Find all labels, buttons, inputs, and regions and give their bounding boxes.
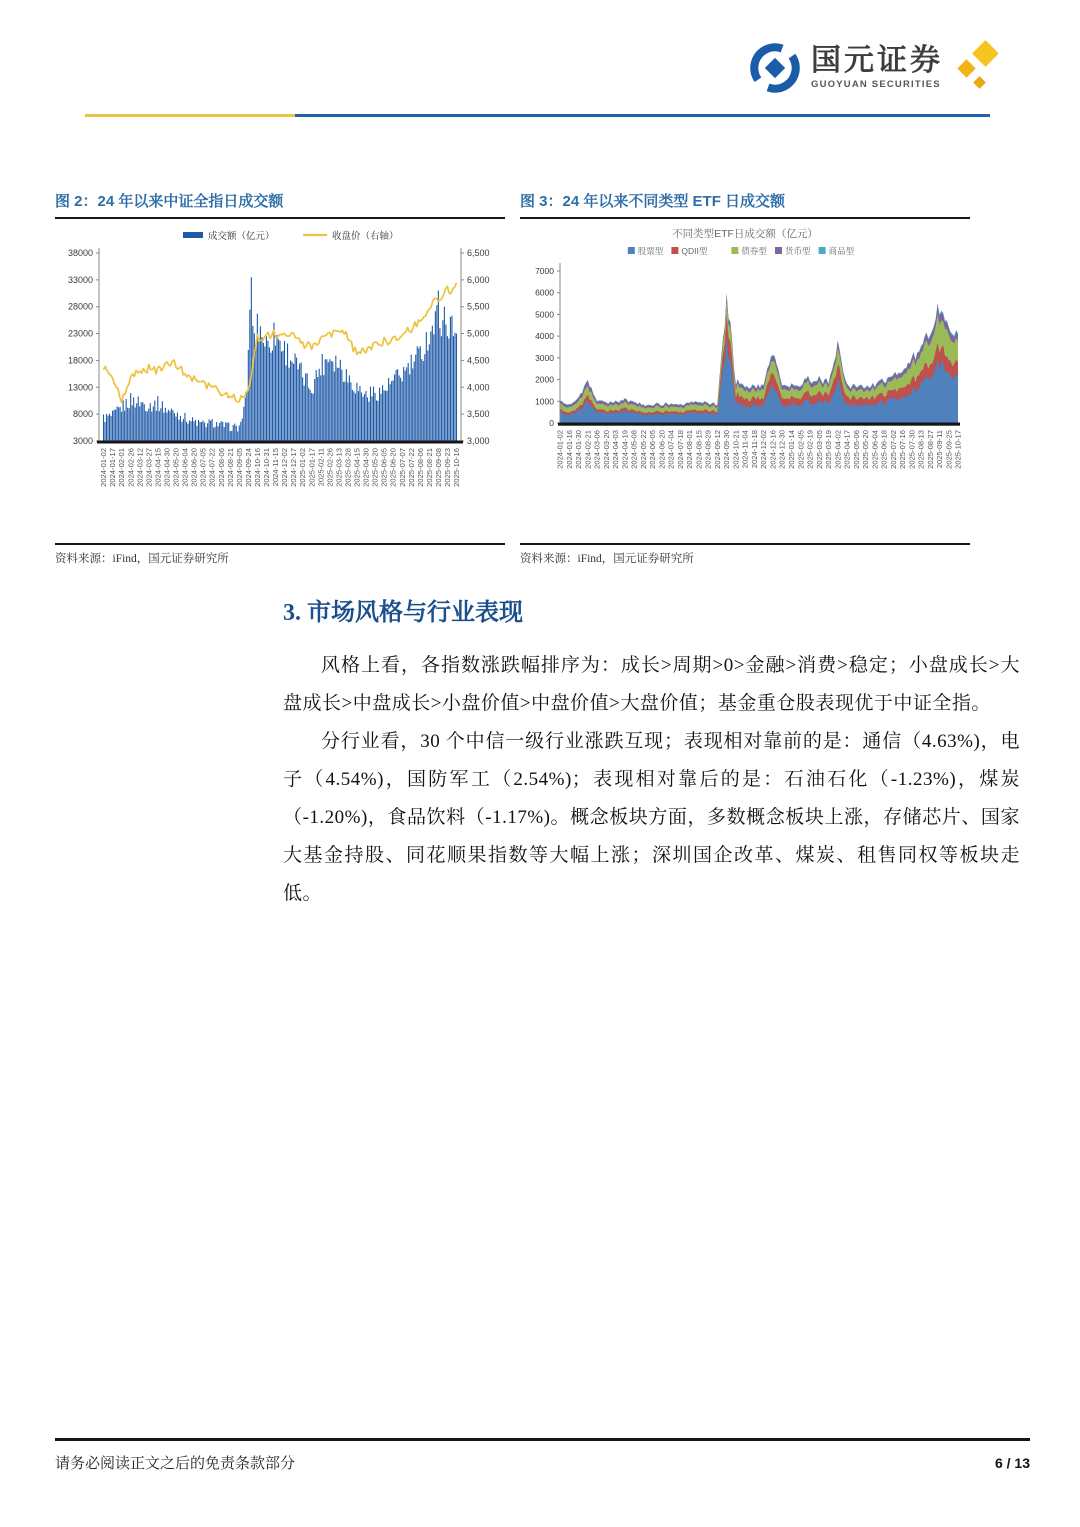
svg-text:2025-01-14: 2025-01-14 — [787, 430, 796, 469]
svg-text:2024-09-30: 2024-09-30 — [722, 430, 732, 469]
svg-text:QDII型: QDII型 — [681, 246, 708, 256]
svg-text:2025-04-15: 2025-04-15 — [352, 448, 362, 487]
svg-text:1000: 1000 — [535, 396, 554, 407]
svg-text:股票型: 股票型 — [637, 246, 664, 256]
svg-text:2024-11-15: 2024-11-15 — [271, 448, 281, 487]
svg-text:13000: 13000 — [67, 382, 93, 393]
svg-text:2025-09-11: 2025-09-11 — [935, 430, 945, 469]
section-content — [283, 592, 1020, 913]
header-divider-blue — [295, 114, 990, 117]
svg-text:2025-10-16: 2025-10-16 — [452, 448, 462, 487]
figure-2-source: 资料来源：iFind，国元证券研究所 — [55, 543, 505, 566]
svg-text:2024-04-03: 2024-04-03 — [611, 430, 621, 469]
svg-text:38000: 38000 — [67, 248, 93, 258]
svg-text:2024-09-24: 2024-09-24 — [243, 448, 253, 487]
svg-text:收盘价（右轴）: 收盘价（右轴） — [332, 231, 399, 242]
svg-text:2024-01-02: 2024-01-02 — [99, 448, 109, 487]
svg-text:2024-01-16: 2024-01-16 — [564, 430, 574, 469]
svg-text:2025-01-02: 2025-01-02 — [298, 448, 308, 487]
svg-text:2025-02-05: 2025-02-05 — [796, 430, 806, 469]
brand-diamonds-icon — [952, 40, 998, 96]
page-number: 6 / 13 — [994, 1454, 1030, 1471]
svg-text:货币型: 货币型 — [785, 246, 811, 256]
brand-logo — [748, 40, 998, 96]
svg-text:成交额（亿元）: 成交额（亿元） — [208, 231, 275, 242]
svg-text:2024-06-05: 2024-06-05 — [648, 430, 658, 469]
svg-text:2024-08-15: 2024-08-15 — [694, 430, 704, 469]
svg-text:2025-08-27: 2025-08-27 — [925, 430, 935, 469]
svg-text:2024-06-04: 2024-06-04 — [180, 448, 190, 487]
figure-2-chart — [55, 219, 505, 533]
svg-text:2024-03-06: 2024-03-06 — [592, 430, 602, 469]
brand-name-en: GUOYUAN SECURITIES — [811, 79, 941, 91]
svg-text:3,500: 3,500 — [467, 409, 490, 420]
svg-text:2024-12-02: 2024-12-02 — [759, 430, 769, 469]
svg-text:2025-06-04: 2025-06-04 — [870, 430, 880, 469]
svg-text:2025-06-20: 2025-06-20 — [388, 448, 398, 487]
svg-text:5000: 5000 — [535, 309, 554, 320]
svg-text:债券型: 债券型 — [741, 246, 767, 256]
figure-2 — [55, 190, 505, 566]
svg-text:2025-05-20: 2025-05-20 — [861, 430, 870, 469]
svg-text:2024-03-27: 2024-03-27 — [144, 448, 154, 487]
svg-text:2024-08-01: 2024-08-01 — [685, 430, 695, 469]
figure-3-source: 资料来源：iFind，国元证券研究所 — [520, 543, 970, 566]
figures-row — [55, 190, 970, 566]
svg-text:18000: 18000 — [67, 355, 93, 366]
svg-text:2024-10-31: 2024-10-31 — [262, 448, 271, 487]
svg-text:2024-12-30: 2024-12-30 — [777, 430, 787, 469]
svg-text:2024-01-17: 2024-01-17 — [108, 448, 118, 487]
section-heading: 3. 市场风格与行业表现 — [283, 600, 523, 626]
svg-text:8000: 8000 — [72, 409, 93, 420]
svg-text:2024-11-18: 2024-11-18 — [750, 430, 759, 469]
svg-text:6,000: 6,000 — [467, 274, 490, 285]
svg-text:2025-02-19: 2025-02-19 — [805, 430, 815, 469]
svg-text:2024-10-21: 2024-10-21 — [731, 430, 741, 469]
guoyuan-ring-icon — [748, 41, 802, 95]
svg-text:2024-09-05: 2024-09-05 — [234, 448, 244, 487]
svg-text:2025-03-28: 2025-03-28 — [343, 448, 353, 487]
svg-text:商品型: 商品型 — [828, 246, 855, 256]
svg-text:2024-02-21: 2024-02-21 — [583, 430, 593, 469]
svg-text:2025-07-02: 2025-07-02 — [888, 430, 898, 469]
svg-text:2025-03-19: 2025-03-19 — [824, 430, 833, 469]
svg-text:2024-07-22: 2024-07-22 — [207, 448, 217, 487]
svg-text:2024-11-04: 2024-11-04 — [740, 430, 750, 469]
svg-text:2024-08-21: 2024-08-21 — [225, 448, 235, 487]
svg-text:2025-02-26: 2025-02-26 — [325, 448, 335, 487]
svg-text:2025-10-17: 2025-10-17 — [953, 430, 963, 469]
svg-text:2024-12-17: 2024-12-17 — [289, 448, 299, 487]
svg-text:2024-07-18: 2024-07-18 — [675, 430, 685, 469]
svg-text:2025-05-06: 2025-05-06 — [851, 430, 861, 469]
svg-text:2025-08-13: 2025-08-13 — [916, 430, 926, 469]
svg-text:4,000: 4,000 — [467, 382, 490, 393]
svg-text:4000: 4000 — [535, 331, 554, 342]
svg-text:2024-06-20: 2024-06-20 — [657, 430, 667, 469]
svg-text:2024-10-16: 2024-10-16 — [253, 448, 262, 487]
svg-text:6,500: 6,500 — [467, 248, 490, 258]
svg-text:3,000: 3,000 — [467, 436, 490, 446]
svg-text:2025-09-25: 2025-09-25 — [944, 430, 954, 469]
svg-text:2025-09-08: 2025-09-08 — [434, 448, 443, 487]
svg-text:2024-02-26: 2024-02-26 — [126, 448, 136, 487]
footer-divider — [55, 1438, 1030, 1441]
footer-disclaimer: 请务必阅读正文之后的免责条款部分 — [55, 1456, 296, 1472]
svg-text:2024-01-02: 2024-01-02 — [555, 430, 565, 469]
svg-text:2024-05-22: 2024-05-22 — [638, 430, 648, 469]
svg-text:3000: 3000 — [72, 436, 93, 446]
svg-text:2025-03-05: 2025-03-05 — [814, 430, 824, 469]
brand-name-cn: 国元证券 — [811, 44, 943, 78]
svg-text:2024-04-30: 2024-04-30 — [162, 448, 172, 487]
svg-text:2025-02-11: 2025-02-11 — [316, 448, 326, 487]
svg-text:28000: 28000 — [67, 301, 93, 312]
svg-text:2024-09-12: 2024-09-12 — [712, 430, 722, 469]
svg-text:2025-03-13: 2025-03-13 — [334, 448, 344, 487]
header-divider — [85, 114, 990, 117]
svg-text:2025-07-16: 2025-07-16 — [898, 430, 908, 469]
header-divider-yellow — [85, 114, 295, 117]
svg-text:2025-06-18: 2025-06-18 — [879, 430, 889, 469]
svg-text:不同类型ETF日成交额（亿元）: 不同类型ETF日成交额（亿元） — [672, 228, 818, 240]
paragraph-style-ranking: 风格上看，各指数涨跌幅排序为：成长>周期>0>金融>消费>稳定；小盘成长>大盘成长>中盘成长>小盘价值>中盘价值>大盘价值；基金重仓股表现优于中证全指。 — [283, 655, 1020, 714]
svg-text:2025-06-05: 2025-06-05 — [379, 448, 389, 487]
svg-text:2024-03-20: 2024-03-20 — [601, 430, 611, 469]
svg-text:2025-07-30: 2025-07-30 — [907, 430, 917, 469]
svg-text:2025-07-22: 2025-07-22 — [406, 448, 416, 487]
volume-bar-line-chart — [55, 223, 505, 533]
svg-text:2024-12-02: 2024-12-02 — [280, 448, 290, 487]
svg-text:2025-04-02: 2025-04-02 — [833, 430, 843, 469]
svg-text:2024-07-05: 2024-07-05 — [198, 448, 208, 487]
svg-text:2025-05-20: 2025-05-20 — [370, 448, 380, 487]
figure-3 — [520, 190, 970, 566]
svg-text:2024-01-30: 2024-01-30 — [574, 430, 584, 469]
svg-text:2025-08-21: 2025-08-21 — [424, 448, 434, 487]
figure-2-title: 图 2：24 年以来中证全指日成交额 — [55, 190, 505, 219]
svg-text:7000: 7000 — [535, 266, 554, 276]
svg-text:2000: 2000 — [535, 374, 554, 385]
svg-text:2025-04-30: 2025-04-30 — [361, 448, 371, 487]
svg-text:2024-06-20: 2024-06-20 — [189, 448, 199, 487]
etf-stacked-area-chart — [520, 223, 970, 533]
svg-text:4,500: 4,500 — [467, 355, 490, 366]
svg-text:2024-04-15: 2024-04-15 — [153, 448, 163, 487]
svg-text:6000: 6000 — [535, 287, 554, 298]
svg-text:5,000: 5,000 — [467, 328, 490, 339]
svg-text:2024-03-12: 2024-03-12 — [135, 448, 145, 487]
svg-text:5,500: 5,500 — [467, 301, 490, 312]
paragraph-industry-performance: 分行业看，30 个中信一级行业涨跌互现；表现相对靠前的是：通信（4.63%)，电子（4.54%)，国防军工（2.54%)；表现相对靠后的是：石油石化（-1.23%)，煤炭（-1.20%)，食品饮料（-1.17%)。概念板块方面，多数概念板块上涨，存储芯片、国家大基金持股、同花顺果指数等大幅上涨；深圳国企改革、煤炭、租售同权等板块走低。 — [283, 731, 1020, 904]
svg-text:0: 0 — [549, 418, 554, 428]
svg-text:3000: 3000 — [535, 352, 554, 363]
svg-text:2024-08-29: 2024-08-29 — [703, 430, 713, 469]
svg-text:2024-04-19: 2024-04-19 — [620, 430, 630, 469]
svg-text:2024-02-01: 2024-02-01 — [117, 448, 127, 487]
svg-text:2024-08-06: 2024-08-06 — [216, 448, 226, 487]
svg-text:2025-09-23: 2025-09-23 — [443, 448, 452, 487]
figure-3-title: 图 3：24 年以来不同类型 ETF 日成交额 — [520, 190, 970, 219]
figure-3-chart — [520, 219, 970, 533]
svg-text:23000: 23000 — [67, 328, 93, 339]
svg-text:2025-07-07: 2025-07-07 — [397, 448, 407, 487]
svg-text:2025-08-06: 2025-08-06 — [415, 448, 425, 487]
svg-text:2024-07-04: 2024-07-04 — [666, 430, 676, 469]
svg-text:2024-05-08: 2024-05-08 — [629, 430, 639, 469]
svg-text:2025-01-17: 2025-01-17 — [307, 448, 317, 487]
svg-text:2025-04-17: 2025-04-17 — [842, 430, 852, 469]
footer — [55, 1452, 1030, 1473]
svg-text:2024-05-20: 2024-05-20 — [171, 448, 181, 487]
svg-text:33000: 33000 — [67, 274, 93, 285]
svg-text:2024-12-16: 2024-12-16 — [768, 430, 778, 469]
